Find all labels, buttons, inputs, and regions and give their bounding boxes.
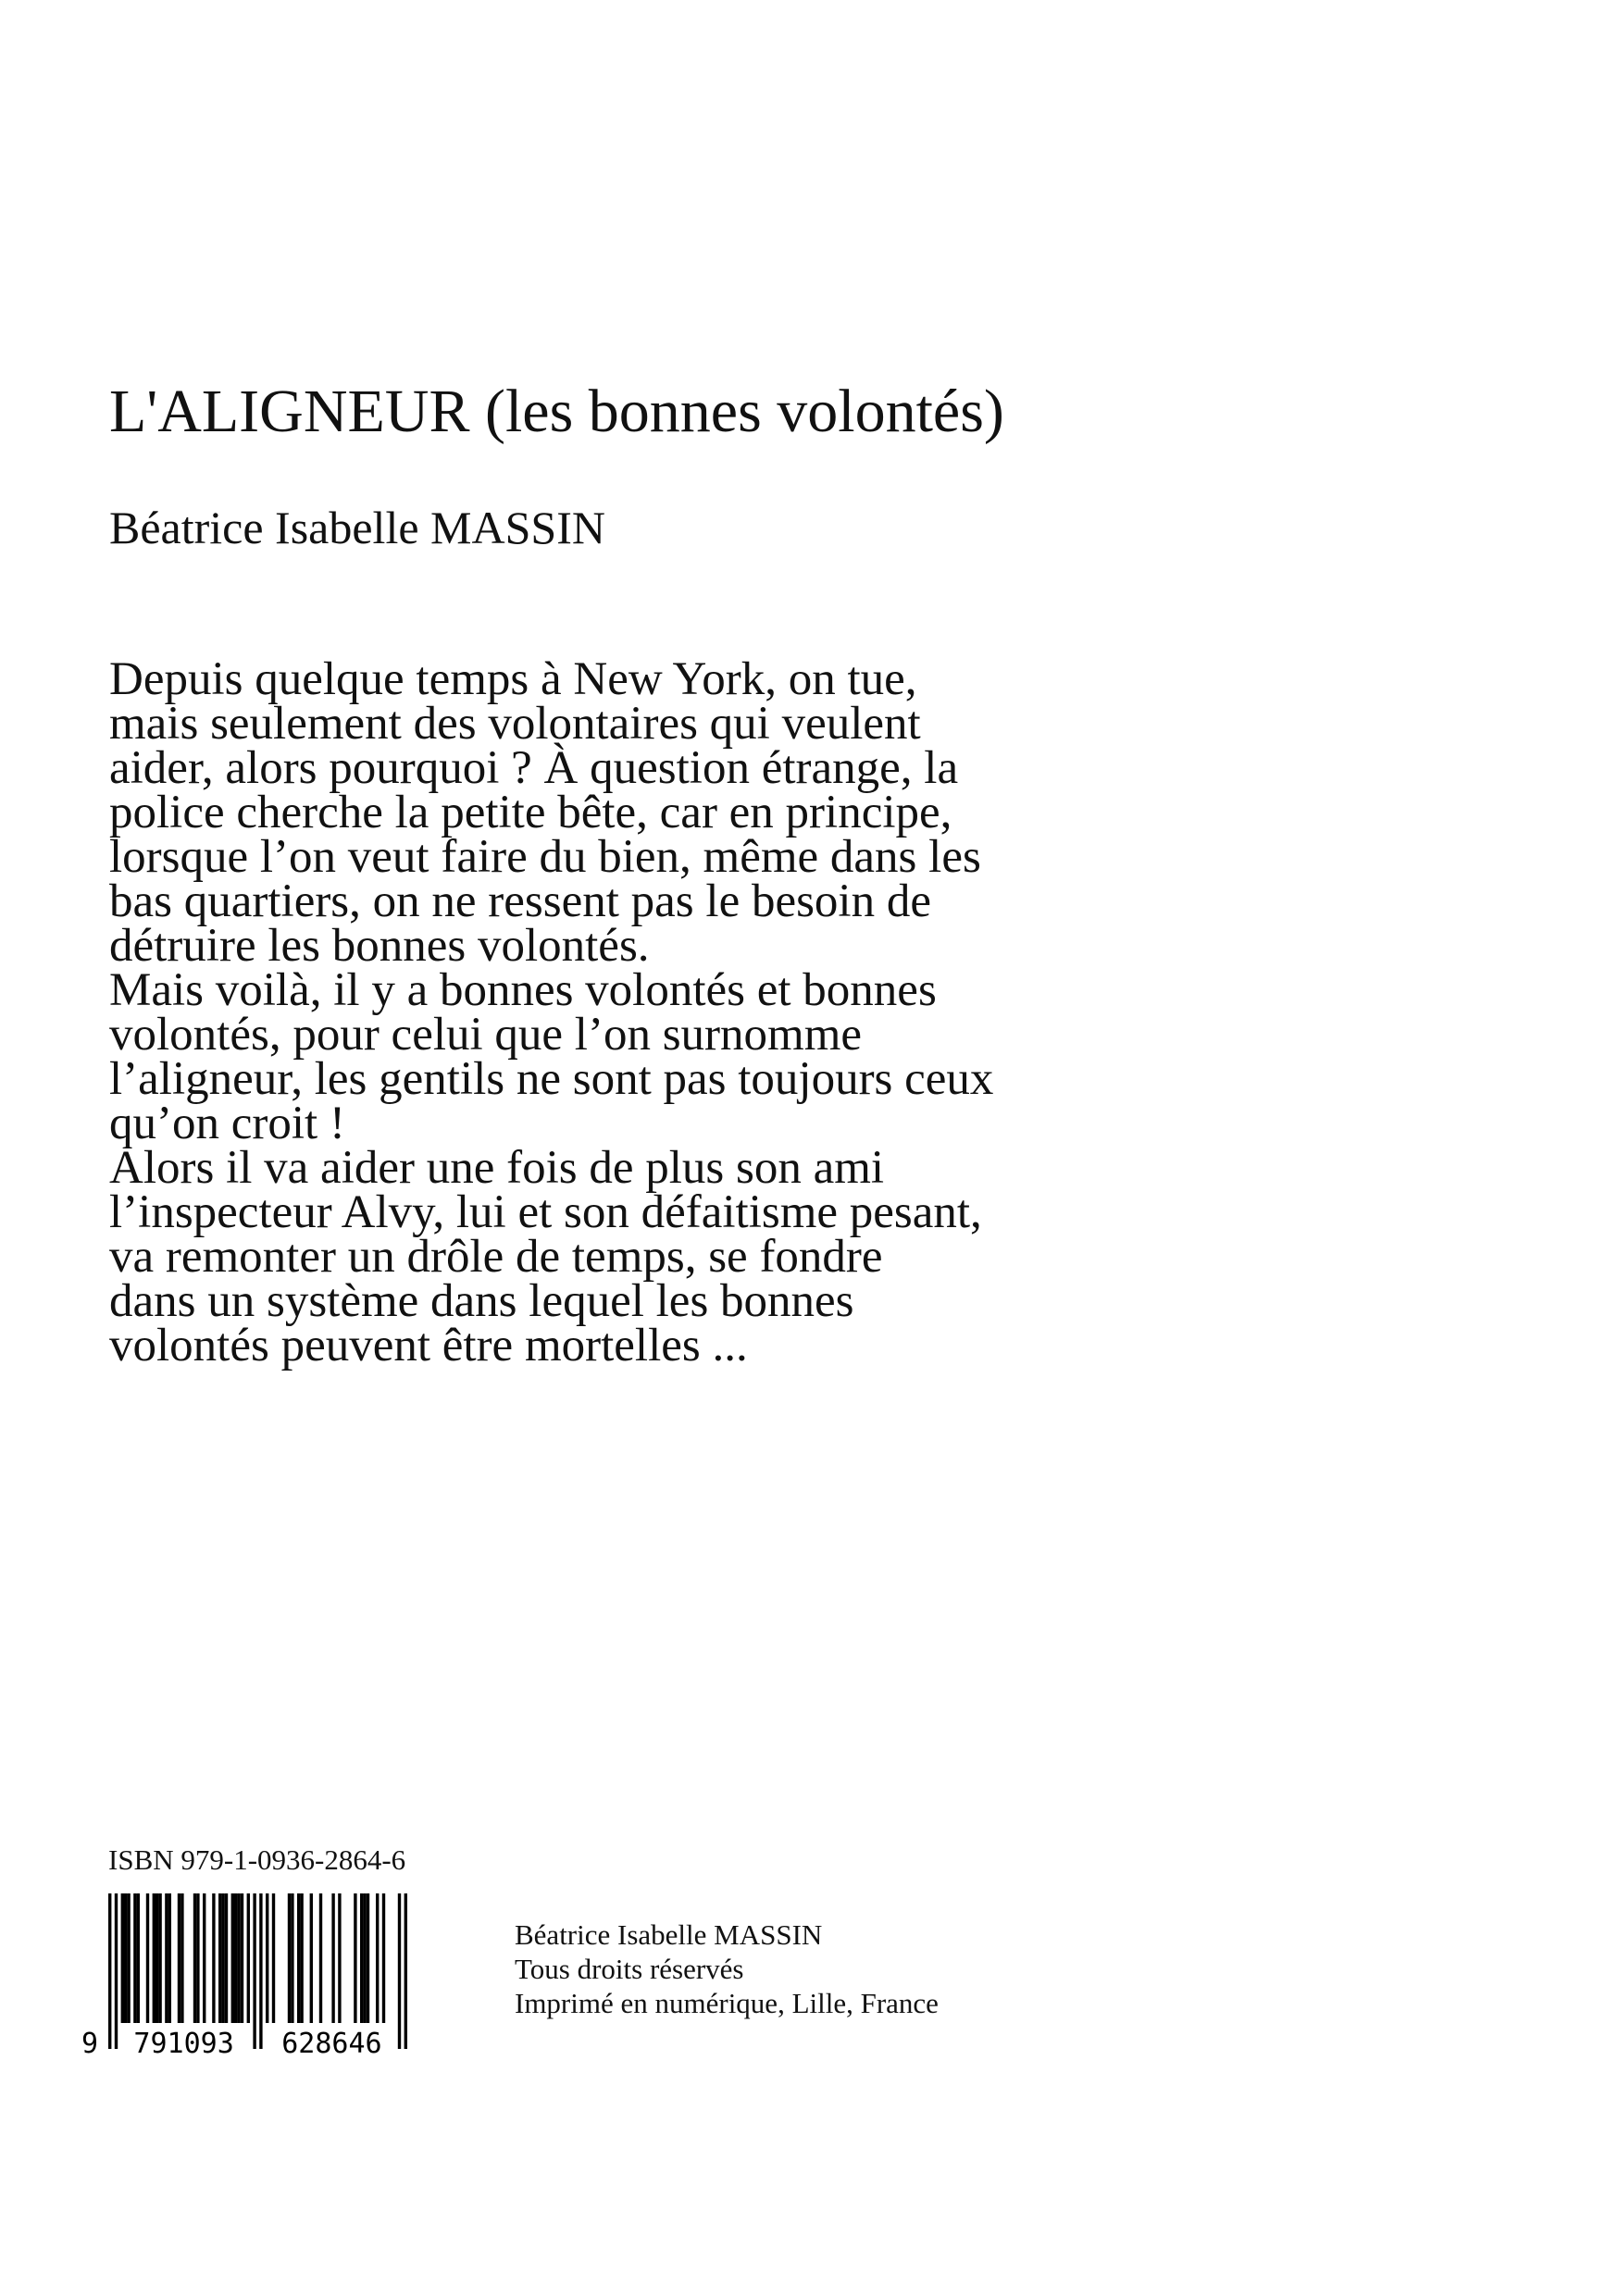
barcode-bar: [360, 1893, 363, 2023]
barcode-guard-bar: [398, 1893, 401, 2049]
barcode-bar: [153, 1893, 156, 2023]
blurb-line: aider, alors pourquoi ? À question étrange, la: [109, 742, 959, 794]
imprint-block: [515, 1917, 939, 2020]
barcode-bar: [319, 1893, 322, 2023]
blurb-line: qu’on croit !: [109, 1098, 345, 1149]
barcode-bar: [137, 1893, 140, 2023]
blurb-line: détruire les bonnes volontés.: [109, 920, 650, 972]
barcode-bar: [300, 1893, 303, 2023]
barcode-bar: [376, 1893, 379, 2023]
blurb-line: Depuis quelque temps à New York, on tue,: [109, 653, 917, 705]
barcode-bar: [124, 1893, 127, 2023]
back-cover-blurb: [109, 653, 1266, 1371]
barcode-bar: [382, 1893, 385, 2023]
barcode-bar: [247, 1893, 250, 2023]
imprint-author: Béatrice Isabelle MASSIN: [515, 1918, 823, 1951]
blurb-line: l’aligneur, les gentils ne sont pas toujours ceux: [109, 1053, 994, 1105]
imprint-rights: Tous droits réservés: [515, 1953, 744, 1985]
blurb-line: volontés peuvent être mortelles ...: [109, 1320, 748, 1371]
barcode-bar: [168, 1893, 171, 2023]
barcode-bar: [146, 1893, 149, 2023]
barcode-guard-bar: [253, 1893, 255, 2049]
blurb-line: police cherche la petite bête, car en principe,: [109, 787, 952, 838]
blurb-line: lorsque l’on veut faire du bien, même dans les: [109, 831, 981, 883]
blurb-line: dans un système dans lequel les bonnes: [109, 1275, 854, 1327]
barcode-digits: 791093: [133, 2028, 234, 2060]
barcode-bar: [234, 1893, 237, 2023]
blurb-line: bas quartiers, on ne ressent pas le besoin de: [109, 875, 931, 927]
author-name: Béatrice Isabelle MASSIN: [109, 502, 605, 553]
barcode-bar: [156, 1893, 158, 2023]
barcode-guard-bar: [115, 1893, 118, 2049]
barcode-bar: [127, 1893, 130, 2023]
blurb-line: Mais voilà, il y a bonnes volontés et bonnes: [109, 964, 937, 1016]
blurb-line: mais seulement des volontaires qui veulent: [109, 698, 921, 750]
imprint-printing: Imprimé en numérique, Lille, France: [515, 1987, 939, 2019]
barcode-bar: [241, 1893, 243, 2023]
barcode-bar: [266, 1893, 268, 2023]
barcode-bar: [178, 1893, 180, 2023]
barcode-bar: [272, 1893, 275, 2023]
barcode-bar: [331, 1893, 334, 2023]
blurb-line: Alors il va aider une fois de plus son ami: [109, 1142, 885, 1194]
barcode-guard-bar: [259, 1893, 262, 2049]
barcode-bar: [297, 1893, 300, 2023]
barcode-bar: [221, 1893, 224, 2023]
barcode-bar: [203, 1893, 205, 2023]
barcode-bar: [288, 1893, 291, 2023]
barcode-bar: [121, 1893, 124, 2023]
barcode-bar: [367, 1893, 369, 2023]
barcode-graphic: [69, 1886, 458, 2062]
barcode-bar: [158, 1893, 161, 2023]
barcode-bar: [212, 1893, 215, 2023]
book-title: L'ALIGNEUR (les bonnes volontés): [109, 378, 1004, 445]
barcode-bar: [180, 1893, 183, 2023]
isbn-barcode: [69, 1886, 458, 2062]
barcode-bar: [196, 1893, 199, 2023]
barcode-bar: [354, 1893, 356, 2023]
barcode-bar: [218, 1893, 221, 2023]
barcode-guard-bar: [108, 1893, 111, 2049]
barcode-bar: [310, 1893, 313, 2023]
blurb-line: va remonter un drôle de temps, se fondre: [109, 1231, 883, 1283]
barcode-digits: 628646: [281, 2028, 382, 2060]
barcode-bar: [338, 1893, 341, 2023]
barcode-guard-bar: [404, 1893, 407, 2049]
isbn-label: ISBN 979-1-0936-2864-6: [108, 1843, 406, 1876]
blurb-line: l’inspecteur Alvy, lui et son défaitisme pesant,: [109, 1186, 982, 1238]
barcode-bar: [363, 1893, 366, 2023]
barcode-bar: [165, 1893, 168, 2023]
barcode-bar: [291, 1893, 293, 2023]
barcode-bar: [225, 1893, 228, 2023]
barcode-bar: [193, 1893, 196, 2023]
barcode-bar: [237, 1893, 240, 2023]
barcode-bar: [133, 1893, 136, 2023]
barcode-digits: 9: [81, 2028, 99, 2060]
blurb-line: volontés, pour celui que l’on surnomme: [109, 1009, 863, 1061]
barcode-bar: [231, 1893, 234, 2023]
